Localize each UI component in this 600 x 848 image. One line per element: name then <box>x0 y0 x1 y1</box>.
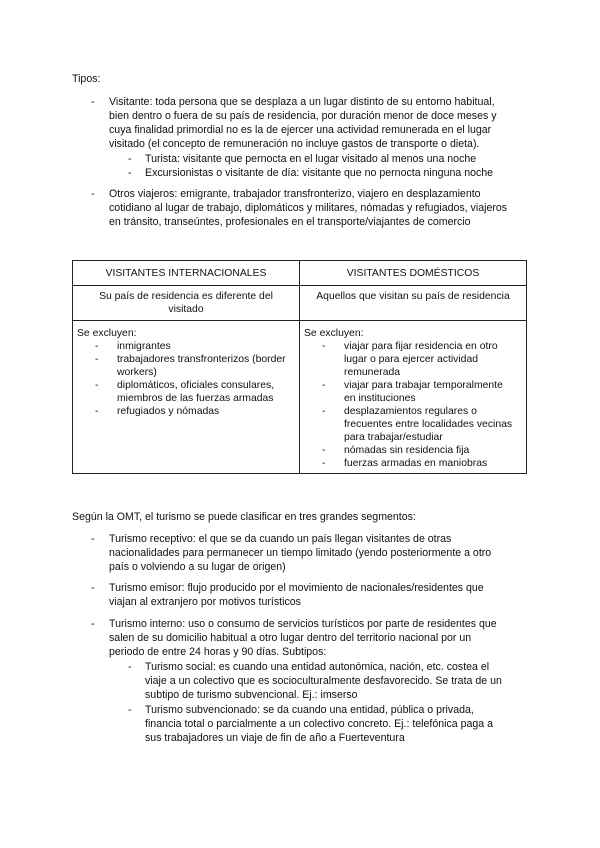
list-item: - diplomáticos, oficiales consulares, miembros de las fuerzas armadas <box>95 380 275 404</box>
list-item: - fuerzas armadas en maniobras <box>322 458 488 469</box>
list-item: - nómadas sin residencia fija <box>322 445 470 456</box>
bullet-dash: - <box>91 618 95 630</box>
bullet-dash: - <box>128 661 132 673</box>
turismo-subvencionado: Turismo subvencionado: se da cuando una entidad, pública o privada, financia total o parcialmente a un colectivo concreto. Ej.: telefónica paga a sus trabajadores un viaje de fin de año a Fuerteventura <box>145 704 494 744</box>
bullet-dash: - <box>91 96 95 108</box>
otros-viajeros-definition: Otros viajeros: emigrante, trabajador transfronterizo, viajero en desplazamiento cotidiano al lugar de trabajo, diplomáticos y militares, nómadas y refugiados, viajeros en tránsito, transeúntes, profesionales en el transporte/viajantes de comercio <box>109 188 508 228</box>
table-header-domesticos: VISITANTES DOMÉSTICOS <box>300 261 527 286</box>
list-item: - inmigrantes <box>95 341 171 352</box>
table-def-domesticos: Aquellos que visitan su país de residencia <box>300 286 527 321</box>
table-excl-domesticos <box>300 321 527 474</box>
list-item: - refugiados y nómadas <box>95 406 220 417</box>
table-excl-internacionales <box>73 321 300 474</box>
bullet-dash: - <box>128 167 132 179</box>
list-item: - viajar para fijar residencia en otro lugar o para ejercer actividad remunerada <box>322 341 498 378</box>
visitante-definition: Visitante: toda persona que se desplaza a un lugar distinto de su entorno habitual, bien dentro o fuera de su país de residencia, por duración menor de doce meses y cuya finalidad primordial no es la de ejercer una actividad remunerada en el lugar visitado (el concepto de remuneración no incluye gastos de transporte o dieta). <box>109 96 497 150</box>
tipos-label: Tipos: <box>72 73 101 85</box>
omt-intro: Según la OMT, el turismo se puede clasificar en tres grandes segmentos: <box>72 511 416 523</box>
bullet-dash: - <box>128 704 132 716</box>
turismo-receptivo: Turismo receptivo: el que se da cuando un país llegan visitantes de otras nacionalidades para permanecer un tiempo limitado (yendo posteriormente a otro país o volviendo a su lugar de origen) <box>109 533 492 573</box>
turismo-interno: Turismo interno: uso o consumo de servicios turísticos por parte de residentes que salen de su domicilio habitual a otro lugar dentro del territorio nacional por un periodo de entre 24 horas y 90 días. Subtipos: <box>109 618 497 658</box>
bullet-dash: - <box>91 533 95 545</box>
bullet-dash: - <box>91 582 95 594</box>
turismo-social: Turismo social: es cuando una entidad autonómica, nación, etc. costea el viaje a un colectivo que es socioculturalmente desfavorecido. Se trata de un subtipo de turismo subvencional. Ej.: imserso <box>145 661 502 701</box>
turista-definition: Turista: visitante que pernocta en el lugar visitado al menos una noche <box>145 153 477 165</box>
bullet-dash: - <box>91 188 95 200</box>
visitantes-table <box>72 260 527 474</box>
excluyen-label: Se excluyen: <box>304 328 364 339</box>
excluyen-label: Se excluyen: <box>77 328 137 339</box>
table-header-internacionales: VISITANTES INTERNACIONALES <box>73 261 300 286</box>
bullet-dash: - <box>128 153 132 165</box>
table-def-internacionales: Su país de residencia es diferente del visitado <box>73 286 300 321</box>
turismo-emisor: Turismo emisor: flujo producido por el movimiento de nacionales/residentes que viajan al extranjero por motivos turísticos <box>109 582 484 608</box>
list-item: - viajar para trabajar temporalmente en instituciones <box>322 380 503 404</box>
list-item: - desplazamientos regulares o frecuentes entre localidades vecinas para trabajar/estudiar <box>322 406 513 443</box>
list-item: - trabajadores transfronterizos (border workers) <box>95 354 286 378</box>
excursionista-definition: Excursionistas o visitante de día: visitante que no pernocta ninguna noche <box>145 167 494 179</box>
